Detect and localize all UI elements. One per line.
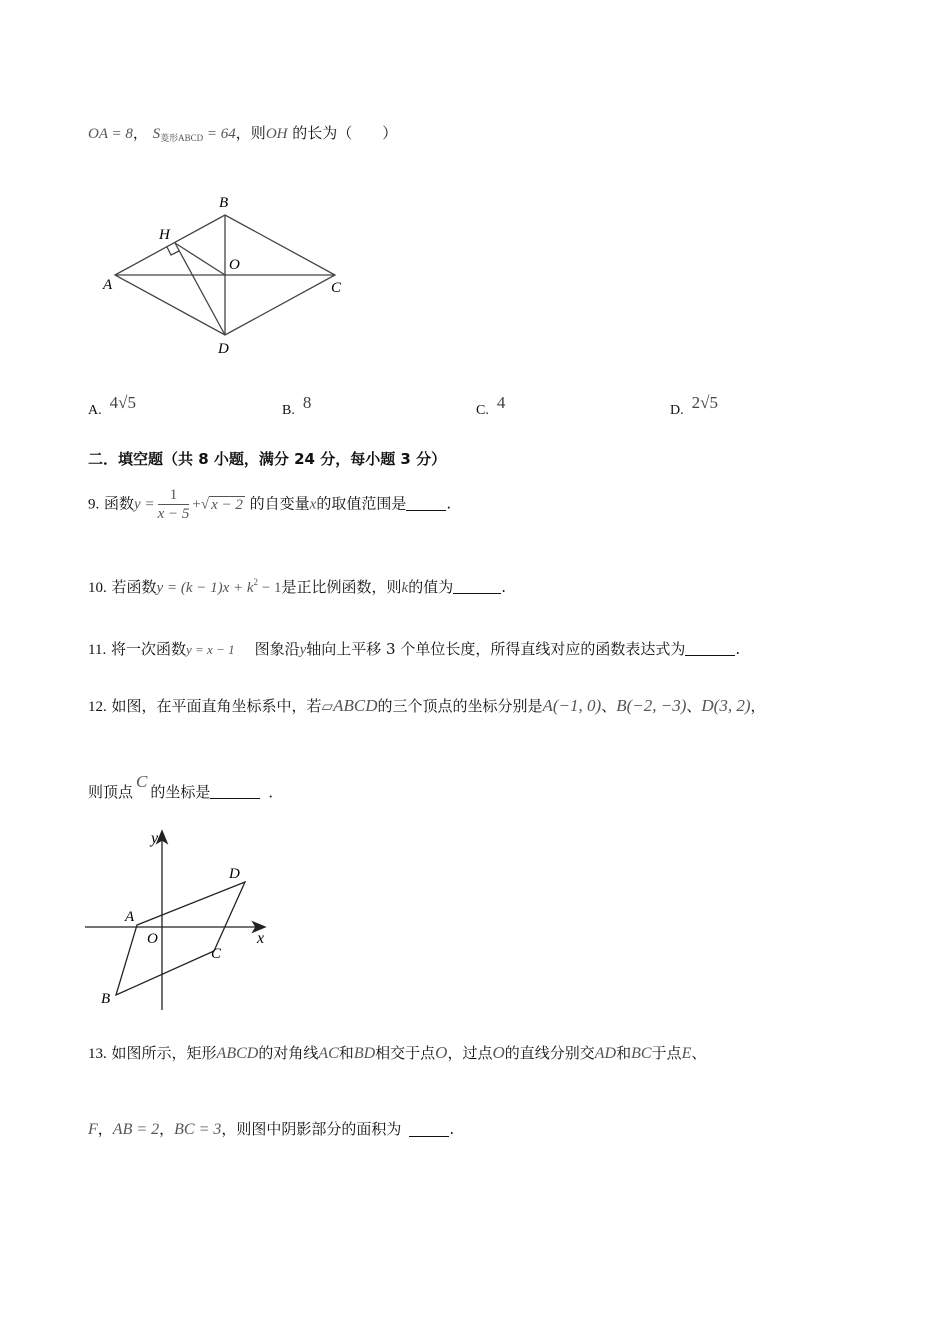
sqrt-sign: √ xyxy=(200,496,210,513)
question-13 xyxy=(88,1042,706,1063)
point-a: A(−1, 0) xyxy=(542,696,602,715)
choice-label: D. xyxy=(670,403,684,418)
sep: 、 xyxy=(686,697,702,715)
q10-expr: y = (k − 1)x + k xyxy=(156,580,254,596)
q9-end: . xyxy=(446,494,452,513)
choice-value: 8 xyxy=(302,393,312,412)
point-b: B(−2, −3) xyxy=(616,696,687,715)
q9-post: 的取值范围是 xyxy=(316,494,407,513)
label-h: H xyxy=(159,227,170,243)
point-f: F xyxy=(88,1121,98,1138)
q13-t5: 的直线分别交 xyxy=(504,1044,595,1062)
area-sub: 菱形ABCD xyxy=(160,133,204,143)
area-symbol xyxy=(153,126,236,142)
oh-label: OH xyxy=(265,126,288,142)
oa-eq: OA = 8 xyxy=(88,126,133,142)
question-9 xyxy=(88,486,451,523)
question-11 xyxy=(88,638,740,659)
choice-label: B. xyxy=(282,403,295,418)
label-b: B xyxy=(219,195,229,211)
question-12-line2 xyxy=(88,772,283,802)
q10-exp: 2 xyxy=(253,577,259,587)
choice-label: C. xyxy=(476,403,489,418)
q12-mid: 的三个顶点的坐标分别是 xyxy=(377,697,543,715)
choice-d[interactable] xyxy=(670,393,718,419)
q9-var: x xyxy=(309,496,317,513)
parallelogram-symbol: ▱ xyxy=(321,699,334,715)
radicand: x − 2 xyxy=(211,496,243,513)
point-d: D(3, 2) xyxy=(701,696,751,715)
plus: + xyxy=(192,496,201,513)
choice-label: A. xyxy=(88,403,102,418)
answer-blank[interactable] xyxy=(210,784,260,799)
label-d: D xyxy=(229,866,240,882)
point-c: C xyxy=(136,772,148,791)
choice-value: 4 xyxy=(496,393,506,412)
q-num: 9. xyxy=(88,496,100,513)
q13-t1: 的对角线 xyxy=(258,1044,319,1062)
axis-x-label: x xyxy=(257,930,265,947)
q9-mid: 的自变量 xyxy=(249,494,310,513)
q12-pre: 如图，在平面直角坐标系中，若 xyxy=(111,697,322,715)
label-o: O xyxy=(147,931,158,947)
ab-eq: AB = 2 xyxy=(112,1121,160,1138)
q13-t2: 和 xyxy=(338,1044,354,1062)
sep: 、 xyxy=(601,697,617,715)
q10-post: 的值为 xyxy=(408,578,454,596)
seg-bc: BC xyxy=(631,1045,652,1062)
label-b: B xyxy=(101,991,111,1007)
label-o: O xyxy=(229,257,240,273)
label-a: A xyxy=(103,277,113,293)
point-o: O xyxy=(492,1043,505,1062)
q-num: 11. xyxy=(88,642,107,658)
q13-t11: ，则图中阴影部分的面积为 xyxy=(221,1120,402,1138)
q11-pre: 将一次函数 xyxy=(110,640,186,658)
rect-name: ABCD xyxy=(216,1045,259,1062)
segment-oh xyxy=(175,243,225,275)
q10-end: . xyxy=(501,578,506,596)
area-val: = 64 xyxy=(203,126,236,142)
q10-pre: 若函数 xyxy=(111,578,157,596)
answer-blank[interactable] xyxy=(453,579,501,594)
q13-end: . xyxy=(449,1120,455,1138)
q9-pre: 函数 xyxy=(104,494,135,513)
q13-t7: 于点 xyxy=(651,1044,682,1062)
seg-bd: BD xyxy=(353,1045,376,1062)
parallelogram-figure xyxy=(85,825,285,1015)
parallelogram-outline xyxy=(116,882,245,995)
sep: ， xyxy=(132,124,148,142)
choice-b[interactable] xyxy=(282,393,311,419)
label-c: C xyxy=(211,946,222,962)
answer-blank[interactable] xyxy=(685,641,735,656)
comma: ， xyxy=(750,697,766,715)
intro-line xyxy=(88,122,397,144)
point-o: O xyxy=(435,1043,448,1062)
q13-t4: ，过点 xyxy=(447,1044,493,1062)
q11-post2: 轴向上平移 3 个单位长度，所得直线对应的函数表达式为 xyxy=(306,640,686,658)
choice-c[interactable] xyxy=(476,393,505,419)
question-10 xyxy=(88,576,506,597)
q13-pre: 如图所示，矩形 xyxy=(111,1044,217,1062)
axis-y-label: y xyxy=(151,830,159,847)
numerator: 1 xyxy=(169,487,178,503)
denominator: x − 5 xyxy=(157,506,190,522)
q11-var: y xyxy=(299,642,307,658)
q-num: 12. xyxy=(88,699,107,715)
q-num: 10. xyxy=(88,580,107,596)
choice-value: 2√5 xyxy=(691,393,718,412)
section-title: 二．填空题（共 8 小题，满分 24 分，每小题 3 分） xyxy=(88,450,447,468)
q10-mid: 是正比例函数，则 xyxy=(281,578,402,596)
q13-t3: 相交于点 xyxy=(375,1044,436,1062)
label-d: D xyxy=(218,341,229,357)
q11-expr: y = x − 1 xyxy=(186,642,235,657)
intro-tail: 的长为（ ） xyxy=(287,124,398,142)
question-13-line2 xyxy=(88,1118,454,1139)
seg-ac: AC xyxy=(318,1045,339,1062)
q12-name: ABCD xyxy=(333,696,378,715)
intro-mid: ，则 xyxy=(235,124,266,142)
bc-eq: BC = 3 xyxy=(174,1121,222,1138)
area-s: S xyxy=(152,126,161,142)
q10-expr-tail: − 1 xyxy=(258,580,282,596)
q11-post: 图象沿 xyxy=(254,640,300,658)
q9-fraction xyxy=(158,486,190,523)
rhombus-figure xyxy=(95,185,365,360)
q11-end: . xyxy=(735,640,741,658)
choice-value: 4√5 xyxy=(109,393,136,412)
q12-line2-pre: 则顶点 xyxy=(88,783,134,801)
q13-t9: ， xyxy=(97,1120,113,1138)
point-e: E xyxy=(681,1045,692,1062)
q9-y: y = xyxy=(134,496,155,513)
q13-t10: ， xyxy=(159,1120,175,1138)
q13-t8: 、 xyxy=(691,1044,707,1062)
choice-a[interactable] xyxy=(88,393,136,419)
seg-ad: AD xyxy=(594,1045,617,1062)
answer-blank[interactable] xyxy=(406,496,446,511)
label-a: A xyxy=(125,909,135,925)
q12-line2-post: 的坐标是 xyxy=(150,783,211,801)
answer-blank[interactable] xyxy=(409,1122,449,1137)
label-c: C xyxy=(331,280,342,296)
question-12 xyxy=(88,695,766,716)
q12-end: ． xyxy=(268,783,284,801)
q10-var: k xyxy=(401,580,409,596)
q13-t6: 和 xyxy=(616,1044,632,1062)
q-num: 13. xyxy=(88,1046,107,1062)
